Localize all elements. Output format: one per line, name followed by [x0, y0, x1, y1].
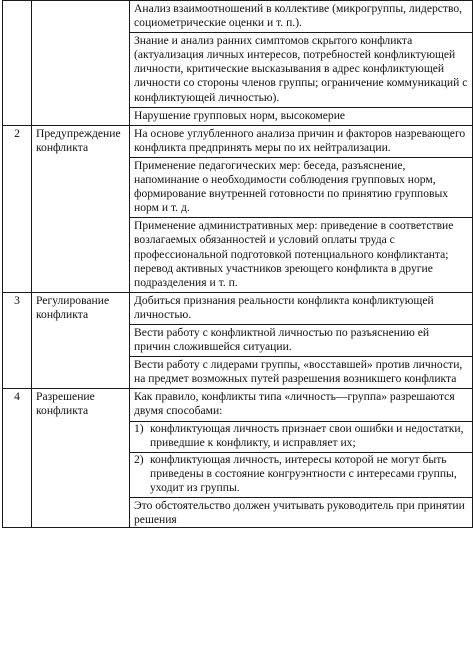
measure-item: Применение административных мер: приведение в соответствие возлагаемых обязанностей и условий оплаты труда с профессиональной подготовкой потенциального конфликтанта; перевод активных участников зреющего конфликта в другие подразделения и т. п. [134, 219, 454, 289]
row-number-cell [3, 292, 32, 389]
row-number: 4 [14, 390, 20, 404]
stage-name: Регулирование конфликта [36, 293, 110, 321]
row-number-cell [3, 125, 32, 292]
stage-name [32, 1, 129, 2]
list-text: конфликтующая личность, интересы которой не могут быть приведены в состояние конгруэнтности с интересами группы, уходит из группы. [150, 452, 457, 494]
row-number-cell [3, 389, 32, 528]
stage-name: Разрешение конфликта [36, 390, 95, 418]
row-number [3, 1, 31, 2]
measures-cell [130, 292, 473, 389]
measures-cell [130, 125, 473, 292]
resolution-outro: Это обстоятельство должен учитывать руководитель при принятии решения [134, 499, 465, 527]
list-marker: 2) [134, 452, 144, 466]
resolution-intro: Как правило, конфликты типа «личность—группа» разрешаются двумя способами: [130, 389, 472, 421]
table-row [3, 389, 473, 528]
table-row [3, 125, 473, 292]
row-number-cell [3, 1, 32, 126]
measure-item: Анализ взаимоотношений в коллективе (микрогруппы, лидерство, социометрические оценки и т. п.). [130, 1, 472, 33]
stage-name-cell [32, 292, 130, 389]
conflict-stages-table [2, 0, 473, 528]
measure-item: Вести работу с лидерами группы, «восставшей» против личности, на предмет возможных путей разрешения возникшего конфликта [134, 358, 463, 386]
stage-name-cell [32, 389, 130, 528]
measure-item: Нарушение групповых норм, высокомерие [134, 108, 346, 122]
measure-item: Знание и анализ ранних симптомов скрытого конфликта (актуализация личных интересов, потребностей конфликтующей личности, критические высказывания в адрес конфликтующей личности со стороны членов группы; ограничение коммуникаций с конфликтующей личностью). [130, 33, 472, 107]
measures-cell [130, 389, 473, 528]
measure-item: Добиться признания реальности конфликта конфликтующей личностью. [130, 293, 472, 325]
list-item [130, 422, 472, 453]
list-marker: 1) [134, 421, 144, 435]
table-row [3, 1, 473, 126]
measure-item: На основе углубленного анализа причин и факторов назревающего конфликта предпринять меры по их нейтрализации. [130, 126, 472, 158]
stage-name-cell [32, 1, 130, 126]
row-number: 2 [14, 126, 20, 140]
measure-item: Вести работу с конфликтной личностью по разъяснению ей причин сложившейся ситуации. [130, 325, 472, 357]
stage-name-cell [32, 125, 130, 292]
row-number: 3 [14, 293, 20, 307]
list-item [130, 453, 472, 498]
resolution-list [130, 422, 472, 498]
measure-item: Применение педагогических мер: беседа, разъяснение, напоминание о необходимости соблюдения групповых норм, формирование внутренней готовности по принятию групповых норм и т. д. [130, 158, 472, 218]
measures-cell [130, 1, 473, 126]
table-row [3, 292, 473, 389]
stage-name: Предупреждение конфликта [36, 126, 121, 154]
list-text: конфликтующая личность признает свои ошибки и недостатки, приведшие к конфликту, и исправляет их; [150, 421, 464, 449]
